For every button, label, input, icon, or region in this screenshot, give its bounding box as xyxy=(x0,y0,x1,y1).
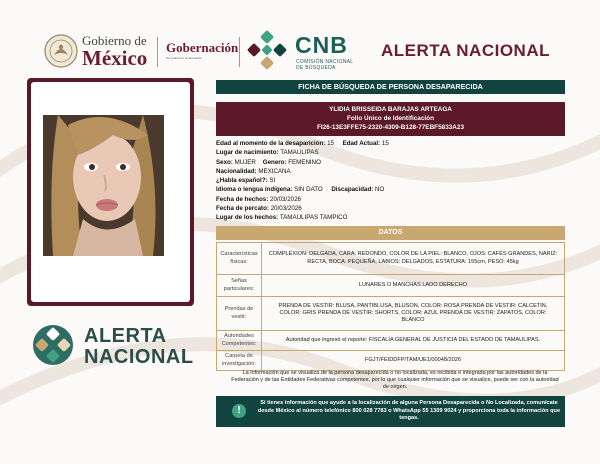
row-label: Carpeta de investigación: xyxy=(217,351,262,371)
exclamation-icon: ! xyxy=(232,404,246,418)
alerta-nacional-heading: ALERTA NACIONAL xyxy=(381,41,550,60)
idioma-label: Idioma o lengua indígena: xyxy=(216,186,293,194)
person-name-box xyxy=(216,102,565,136)
edad-actual-value: 15 xyxy=(381,140,389,147)
datos-table xyxy=(216,242,565,371)
fecha-percato-label: Fecha de percato: xyxy=(216,205,269,213)
row-value: Autoridad que ingresó el reporte: FISCALÍA GENERAL DE JUSTICIA DEL ESTADO DE TAMAULIPAS. xyxy=(262,331,565,351)
gobernacion-logo: Gobernación xyxy=(166,40,239,55)
row-label: Características físicas: xyxy=(217,243,262,275)
lugar-hechos-value: TAMAULIPAS TAMPICO xyxy=(279,214,348,222)
person-details xyxy=(216,139,565,223)
table-row xyxy=(217,351,565,371)
row-label: Señas particulares: xyxy=(217,275,262,297)
person-name: YLIDIA BRISSEIDA BARAJAS ARTEAGA xyxy=(329,106,452,113)
gobierno-small-text: Gobierno de xyxy=(82,33,147,48)
logo-line-2: NACIONAL xyxy=(84,346,194,368)
detail-row-habla xyxy=(216,176,565,185)
detail-row-idioma xyxy=(216,185,565,194)
lugar-nacimiento-value: TAMAULIPAS xyxy=(280,149,319,157)
genero-label: Genero: xyxy=(262,158,287,166)
detail-row-fecha-percato xyxy=(216,204,565,213)
detail-row-edad xyxy=(216,139,565,148)
row-label: Autoridades Competentes: xyxy=(217,331,262,351)
edad-label: Edad al momento de la desaparición: xyxy=(216,140,326,147)
fecha-percato-value: 20/03/2026 xyxy=(270,205,302,213)
sexo-value: MUJER xyxy=(234,158,256,166)
table-row xyxy=(217,243,565,275)
row-value: PRENDA DE VESTIR: BLUSA, PANTIBLUSA, BLUSON, COLOR: ROSA PRENDA DE VESTIR: CALCETIN, COLOR: GRIS PRENDA DE VESTIR: SHORTS, COLOR: AZUL PRENDA DE VESTIR: ZAPATOS, COLOR: BLANCO xyxy=(262,297,565,331)
table-row xyxy=(217,297,565,331)
person-photo xyxy=(43,115,164,256)
cnb-title: CNB xyxy=(295,32,348,58)
alerta-nacional-logo-icon xyxy=(32,324,74,366)
discapacidad-label: Discapacidad: xyxy=(331,186,374,194)
genero-value: FEMENINO xyxy=(288,158,321,166)
sexo-label: Sexo: xyxy=(216,158,233,166)
gobierno-de-mexico-logo xyxy=(82,34,147,69)
row-label: Prendas de vestir: xyxy=(217,297,262,331)
nacionalidad-label: Nacionalidad: xyxy=(216,167,257,175)
header-divider xyxy=(157,37,158,67)
fecha-hechos-value: 20/03/2026 xyxy=(270,195,301,203)
cnb-emblem-icon xyxy=(247,30,287,70)
ficha-title-bar: FICHA DE BÚSQUEDA DE PERSONA DESAPARECIDA xyxy=(216,80,565,94)
mexico-eagle-seal-icon xyxy=(44,34,78,68)
habla-value: SI xyxy=(269,177,276,185)
header-divider xyxy=(239,37,240,67)
row-value: LUNARES O MANCHAS LADO DERECHO xyxy=(262,275,565,297)
table-row xyxy=(217,331,565,351)
row-value: COMPLEXION: DELGADA, CARA: REDONDO, COLOR DE LA PIEL: BLANCO, OJOS: CAFÉS GRANDES, NARIZ: RECTA, BOCA: PEQUEÑA, LABIOS: DELGADOS, ESTATURA: 155cm, PESO: 45kg xyxy=(262,243,565,275)
table-row xyxy=(217,275,565,297)
row-value: FGJT/FEIDDFP/TAM/UE1/00048/2026 xyxy=(262,351,565,371)
contact-info-text: Si tienes información que ayude a la localización de alguna Persona Desaparecida o No Localizada, comunícate desde México al número telefónico 800 028 7783 o WhatsApp 55 1309 9024 y proporciona toda la información que tengas. xyxy=(257,400,561,421)
edad-value: 15 xyxy=(327,140,334,147)
edad-actual-label: Edad Actual: xyxy=(342,140,381,147)
lugar-hechos-label: Lugar de los hechos: xyxy=(216,214,279,222)
habla-label: ¿Habla español?: xyxy=(216,177,268,185)
logo-line-1: ALERTA xyxy=(84,325,167,347)
idioma-value: SIN DATO xyxy=(294,186,323,194)
detail-row-lugar-hechos xyxy=(216,213,565,222)
contact-info-bar xyxy=(216,396,565,427)
discapacidad-value: NO xyxy=(375,186,385,194)
folio-value: FI26-13E3FFE75-2320-4309-B128-77EBF5833A23 xyxy=(316,124,465,131)
detail-row-nacionalidad xyxy=(216,167,565,176)
lugar-nacimiento-label: Lugar de nacimiento: xyxy=(216,149,279,157)
alerta-nacional-logo-text xyxy=(84,326,194,368)
detail-row-lugar-nacimiento xyxy=(216,148,565,157)
cnb-subtitle xyxy=(296,59,353,71)
gobernacion-subtitle: Secretaría de Gobernación xyxy=(166,56,203,60)
folio-label: Folio Único de Identificación xyxy=(347,115,434,122)
cnb-subtitle-line-2: DE BÚSQUEDA xyxy=(296,65,336,71)
fecha-hechos-label: Fecha de hechos: xyxy=(216,195,269,203)
detail-row-fecha-hechos xyxy=(216,195,565,204)
nacionalidad-value: MEXICANA xyxy=(258,167,291,175)
datos-title-bar: DATOS xyxy=(216,226,565,240)
mexico-text: México xyxy=(82,46,148,70)
disclaimer-text: La información que se visualiza de la persona desaparecida o no localizada, es recibida e integrada por las autoridades de la Federación y de las Entidades Federativas competentes, por lo que cualquier información que se visualice, puede ser con la autoridad de origen. xyxy=(231,370,559,391)
cnb-subtitle-line-1: COMISIÓN NACIONAL xyxy=(296,59,354,65)
detail-row-sexo xyxy=(216,158,565,167)
header xyxy=(0,0,600,78)
